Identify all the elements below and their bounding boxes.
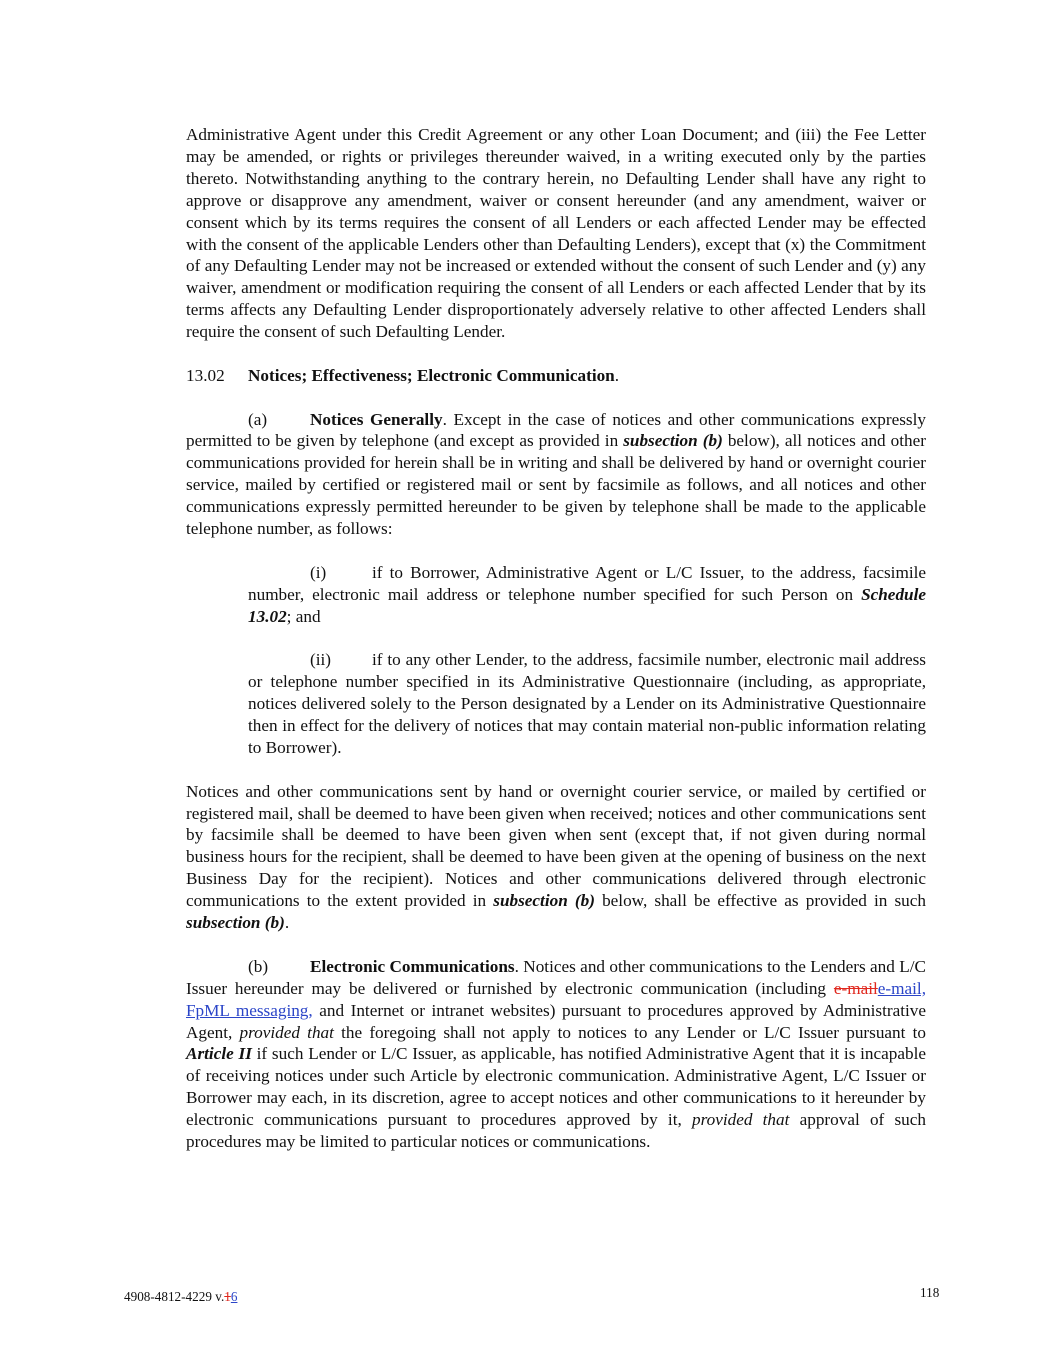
article-reference: Article II <box>186 1044 252 1064</box>
document-id-footer <box>124 1289 237 1305</box>
document-id: 4908-4812-4229 v. <box>124 1289 225 1304</box>
paragraph-b-electronic-communications: (b) Electronic Communications. Notices and other communications to the Lenders and L/C Issuer hereunder may be delivered or furnished by electronic communication (including e-maile-mail, FpML messaging, and Internet or intranet websites) pursuant to procedures approved by Administrative Agent, provided that the foregoing shall not apply to notices to any Lender or L/C Issuer pursuant to Article II if such Lender or L/C Issuer, as applicable, has notified Administrative Agent that it is incapable of receiving notices under such Article by electronic communication. Administrative Agent, L/C Issuer or Borrower may each, in its discretion, agree to accept notices and other communications to it hereunder by electronic communications pursuant to procedures approved by it, provided that approval of such procedures may be limited to particular notices or communications. <box>186 956 926 1152</box>
proviso: provided that <box>239 1022 334 1042</box>
paragraph-text: Administrative Agent under this Credit Agreement or any other Loan Document; and (iii) the Fee Letter may be amended, or rights or privileges thereunder waived, in a writing executed only by the parties thereto. Notwithstanding anything to the contrary herein, no Defaulting Lender shall have any right to approve or disapprove any amendment, waiver or consent hereunder (and any amendment, waiver or consent which by its terms requires the consent of all Lenders or each affected Lender may be effected with the consent of the applicable Lenders other than Defaulting Lenders), except that (x) the Commitment of any Defaulting Lender may not be increased or extended without the consent of such Lender and (y) any waiver, amendment or modification requiring the consent of all Lenders or each affected Lender that by its terms affects any Defaulting Lender disproportionately adversely relative to other affected Lenders shall require the consent of such Defaulting Lender. <box>186 125 926 342</box>
document-body <box>186 124 926 1153</box>
paragraph-a-notices-generally: (a) Notices Generally. Except in the case of notices and other communications expressly permitted to be given by telephone (and except as provided in subsection (b) below), all notices and other communications provided for herein shall be in writing and shall be delivered by hand or overnight courier service, mailed by certified or registered mail or sent by facsimile as follows, and all notices and other communications expressly permitted hereunder to be given by telephone shall be made to the applicable telephone number, as follows: <box>186 409 926 539</box>
clause-heading: Notices Generally <box>310 409 443 429</box>
cross-reference: subsection (b) <box>493 891 595 911</box>
proviso: provided that <box>691 1110 790 1130</box>
clause-label: (i) <box>310 562 327 582</box>
cross-reference: subsection (b) <box>623 431 723 451</box>
redline-insertion: e-mail, FpML messaging, <box>186 978 926 1020</box>
clause-label: (ii) <box>310 650 331 670</box>
section-number: 13.02 <box>186 365 225 385</box>
paragraph-i-borrower-notices: (i) if to Borrower, Administrative Agent or L/C Issuer, to the address, facsimile number, electronic mail address or telephone number specified for such Person on Schedule 13.02; and <box>248 562 926 626</box>
schedule-reference: Schedule 13.02 <box>248 584 926 626</box>
section-heading: 13.02 Notices; Effectiveness; Electronic Communication. <box>186 365 620 385</box>
clause-label: (b) <box>248 956 269 976</box>
cross-reference: subsection (b) <box>186 913 285 933</box>
clause-heading: Electronic Communications <box>310 956 515 976</box>
paragraph-amendments-continued <box>186 124 926 343</box>
redline-deletion: e-mail <box>833 978 878 998</box>
section-title: Notices; Effectiveness; Electronic Communication <box>248 365 615 385</box>
clause-label: (a) <box>248 409 268 429</box>
version-inserted: 6 <box>230 1289 238 1304</box>
page-number: 118 <box>920 1285 940 1300</box>
paragraph-ii-lender-notices: (ii) if to any other Lender, to the address, facsimile number, electronic mail address or telephone number specified in its Administrative Questionnaire (including, as appropriate, notices delivered solely to the Person designated by a Lender on its Administrative Questionnaire then in effect for the delivery of notices that may contain material non-public information relating to Borrower). <box>248 650 926 757</box>
paragraph-notice-effectiveness: Notices and other communications sent by hand or overnight courier service, or mailed by certified or registered mail, shall be deemed to have been given when received; notices and other communications sent by facsimile shall be deemed to have been given when sent (except that, if not given during normal business hours for the recipient, shall be deemed to have been given at the opening of business on the next Business Day for the recipient). Notices and other communications delivered through electronic communications to the extent provided in subsection (b) below, shall be effective as provided in such subsection (b). <box>186 781 926 933</box>
version-deleted: 1 <box>224 1289 231 1304</box>
